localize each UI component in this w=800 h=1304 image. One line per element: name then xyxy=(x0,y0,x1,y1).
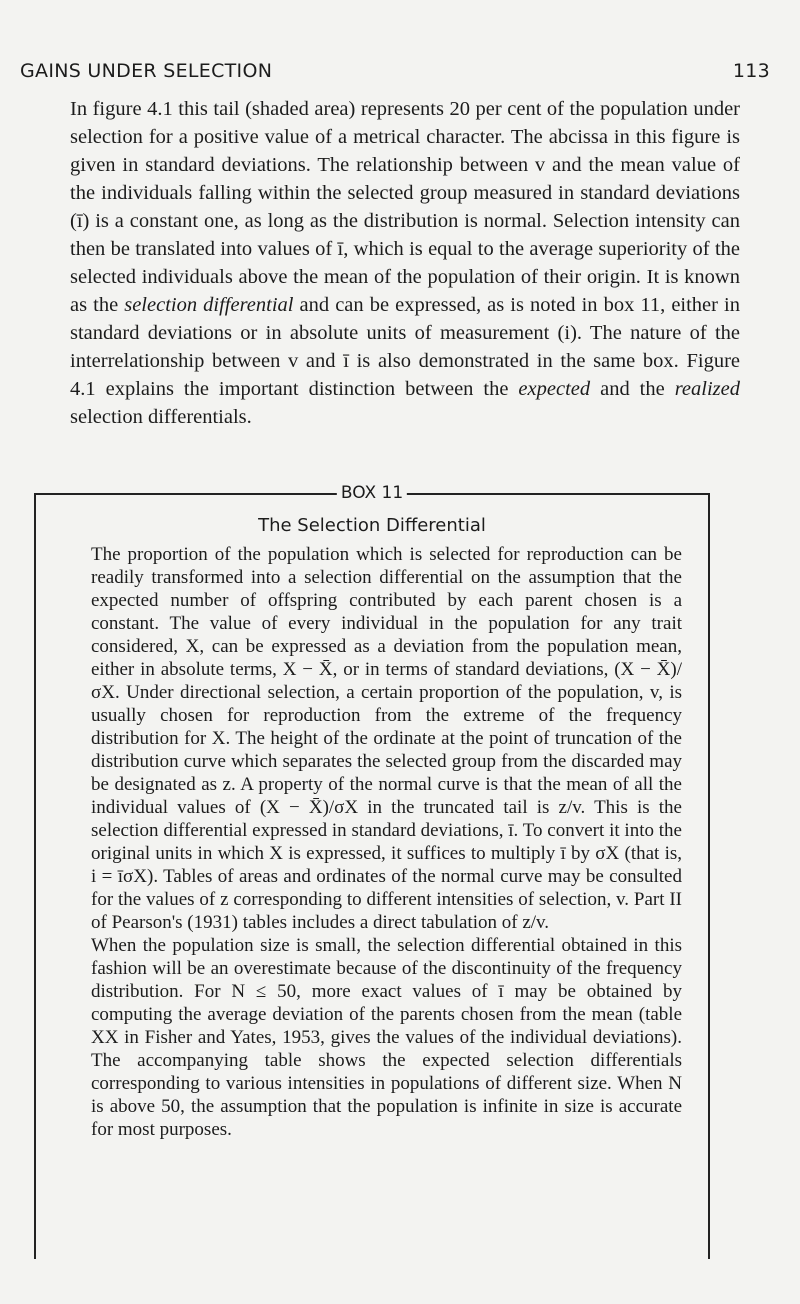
term-expected: expected xyxy=(518,378,591,400)
main-text-part-2: and can be expressed, as is noted in box 11, either in standard deviations or in absolute units of measurement (i). The nature of the interrelationship between v and ī is also demonstrated in the same box. Figure 4.1 explains the important distinction between the xyxy=(70,294,740,400)
box-paragraph-2: When the population size is small, the selection differential obtained in this fashion will be an overestimate because of the discontinuity of the frequency distribution. For N ≤ 50, more exact values of ī may be obtained by computing the average deviation of the parents chosen from the mean (table XX in Fisher and Yates, 1953, gives the values of the individual deviations). The accompanying table shows the expected selection differentials corresponding to various intensities in populations of different size. When N is above 50, the assumption that the population is infinite in size is accurate for most purposes. xyxy=(91,935,682,1140)
term-selection-differential: selection differential xyxy=(124,294,294,316)
term-realized: realized xyxy=(674,378,740,400)
box-label: BOX 11 xyxy=(337,483,407,503)
main-paragraph xyxy=(70,95,740,431)
main-text-part-3: and the xyxy=(590,378,675,400)
main-text-part-1: In figure 4.1 this tail (shaded area) represents 20 per cent of the population under selection for a positive value of a metrical character. The abcissa in this figure is given in standard deviations. The relationship between v and the mean value of the individuals falling within the selected group measured in standard deviations (ī) is a constant one, as long as the distribution is normal. Selection intensity can then be translated into values of ī, which is equal to the average superiority of the selected individuals above the mean of the population of their origin. It is known as the xyxy=(70,98,740,316)
running-head xyxy=(20,60,770,82)
main-text-part-4: selection differentials. xyxy=(70,406,252,428)
box-title: The Selection Differential xyxy=(258,515,486,536)
box-paragraph-1: The proportion of the population which is selected for reproduction can be readily transformed into a selection differential on the assumption that the expected number of offspring contributed by each parent chosen is a constant. The value of every individual in the population for any trait considered, X, can be expressed as a deviation from the population mean, either in absolute terms, X − X̄, or in terms of standard deviations, (X − X̄)/σX. Under directional selection, a certain proportion of the population, v, is usually chosen for reproduction from the extreme of the frequency distribution for X. The height of the ordinate at the point of truncation of the distribution curve which separates the selected group from the discarded may be designated as z. A property of the normal curve is that the mean of all the individual values of (X − X̄)/σX in the truncated tail is z/v. This is the selection differential expressed in standard deviations, ī. To convert it into the original units in which X is expressed, it suffices to multiply ī by σX (that is, i = īσX). Tables of areas and ordinates of the normal curve may be consulted for the values of z corresponding to different intensities of selection, v. Part II of Pearson's (1931) tables includes a direct tabulation of z/v. xyxy=(91,544,682,933)
running-title: GAINS UNDER SELECTION xyxy=(20,60,273,82)
box-body xyxy=(91,543,682,1141)
page-number: 113 xyxy=(732,60,770,82)
box-11 xyxy=(34,483,710,1259)
